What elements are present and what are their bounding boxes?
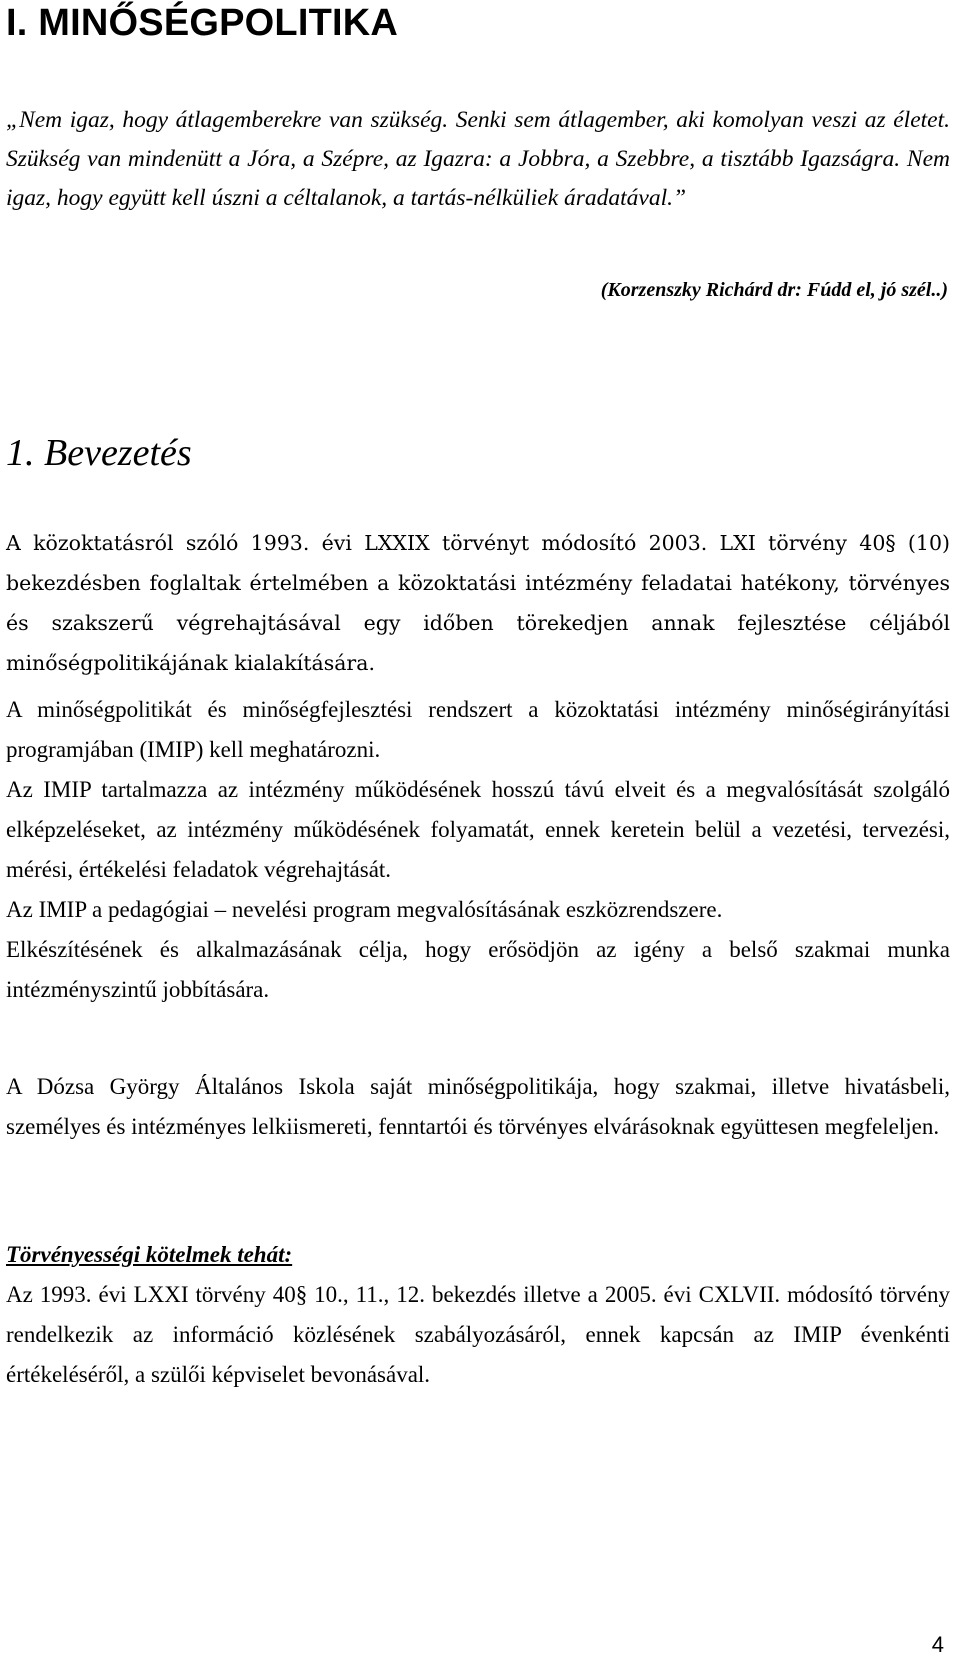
- paragraph-imip-content: Az IMIP tartalmazza az intézmény működésének hosszú távú elveit és a megvalósítását szolgáló elképzeléseket, az intézmény működésének folyamatát, ennek keretein belül a vezetési, tervezési, mérési, értékelési feladatok végrehajtását.: [6, 777, 950, 882]
- obligations-heading: Törvényességi kötelmek tehát:: [6, 1242, 293, 1267]
- paragraph-imip-toolkit: Az IMIP a pedagógiai – nevelési program megvalósításának eszközrendszere.: [6, 897, 723, 922]
- paragraph-intro: A közoktatásról szóló 1993. évi LXXIX törvényt módosító 2003. LXI törvény 40§ (10) bekezdésben foglaltak értelmében a közoktatási intézmény feladatai hatékony, törvényes és szakszerű végrehajtásával egy időben törekedjen annak fejlesztése céljából minőségpolitikájának kialakítására.: [6, 531, 950, 675]
- paragraph-legal-obligations: Az 1993. évi LXXI törvény 40§ 10., 11., 12. bekezdés illetve a 2005. évi CXLVII. módosító törvény rendelkezik az információ közlésének szabályozásáról, ennek kapcsán az IMIP évenkénti értékeléséről, a szülői képviselet bevonásával.: [6, 1282, 950, 1387]
- motto-source: (Korzenszky Richárd dr: Fúdd el, jó szél..): [600, 279, 948, 301]
- paragraph-imip-purpose: Elkészítésének és alkalmazásának célja, hogy erősödjön az igény a belső szakmai munka intézményszintű jobbítására.: [6, 937, 950, 1002]
- paragraph-imip-definition: A minőségpolitikát és minőségfejlesztési rendszert a közoktatási intézmény minőségirányítási programjában (IMIP) kell meghatározni.: [6, 697, 950, 762]
- paragraph-school-policy: A Dózsa György Általános Iskola saját minőségpolitikája, hogy szakmai, illetve hivatásbeli, személyes és intézményes lelkiismereti, fenntartói és törvényes elvárásoknak együttesen megfeleljen.: [6, 1074, 950, 1139]
- motto-quote: „Nem igaz, hogy átlagemberekre van szükség. Senki sem átlagember, aki komolyan veszi az életet. Szükség van mindenütt a Jóra, a Szépre, az Igazra: a Jobbra, a Szebbre, a tisztább Igazságra. Nem igaz, hogy együtt kell úszni a céltalanok, a tartás-nélküliek áradatával.”: [6, 107, 950, 211]
- page-number: 4: [931, 1632, 944, 1657]
- chapter-title: I. MINŐSÉGPOLITIKA: [6, 2, 399, 44]
- section-title: 1. Bevezetés: [6, 432, 192, 474]
